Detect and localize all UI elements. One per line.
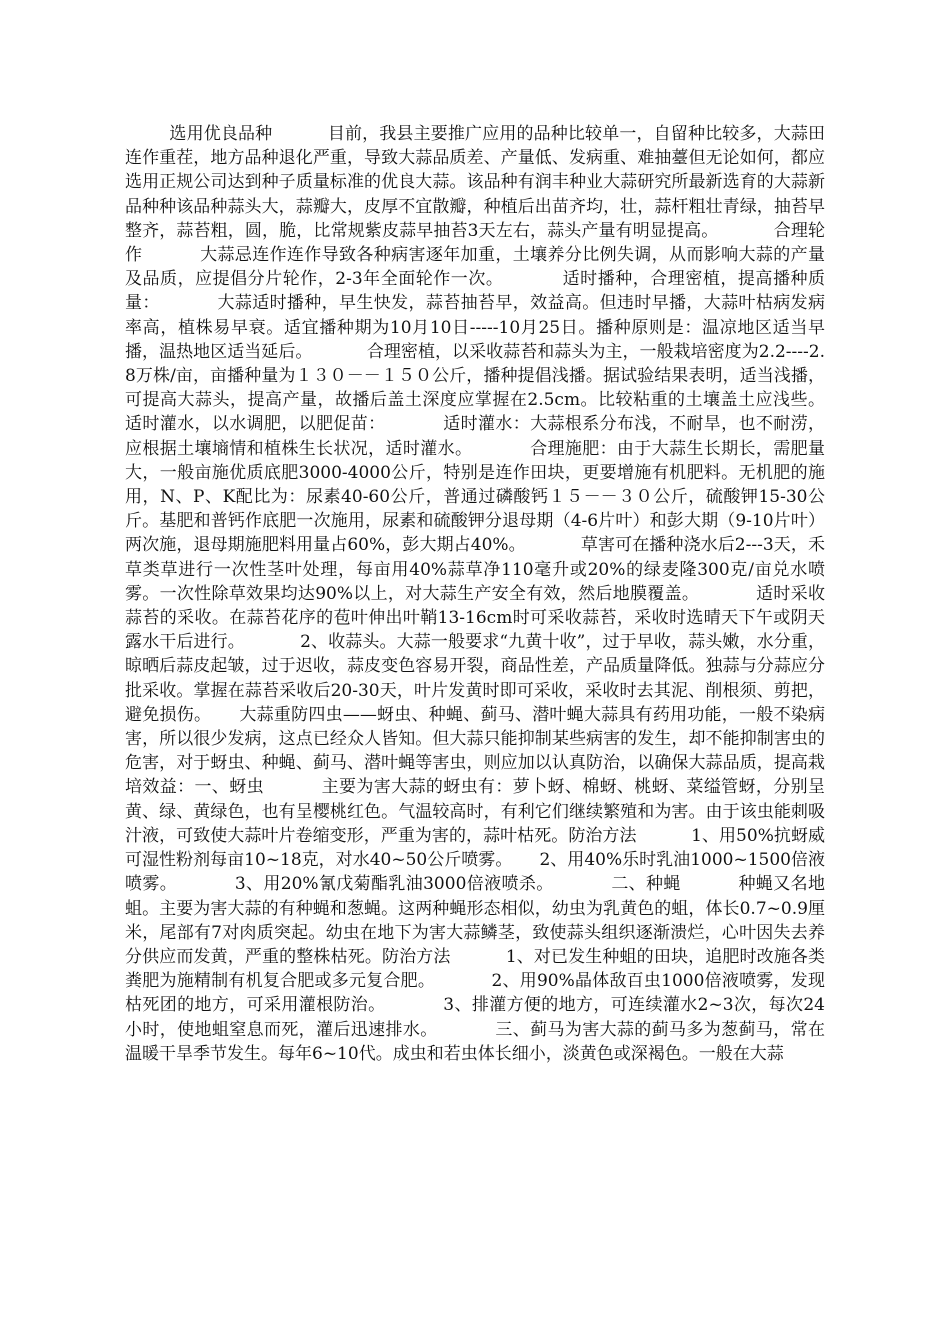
- document-body: 选用优良品种 目前，我县主要推广应用的品种比较单一，自留种比较多，大蒜田连作重茬，地方品种退化严重，导致大蒜品质差、产量低、发病重、难抽薹但无论如何，都应选用正规公司达到种子质量标准的优良大蒜。该品种有润丰种业大蒜研究所最新选育的大蒜新品种种该品种蒜头大，蒜瓣大，皮厚不宜散瓣，种植后出苗齐均，壮，蒜杆粗壮青绿，抽苔早整齐，蒜苔粗，圆，脆，比常规紫皮蒜早抽苔3天左右，蒜头产量有明显提高。 合理轮作 大蒜忌连作连作导致各种病害逐年加重，土壤养分比例失调，从而影响大蒜的产量及品质，应提倡分片轮作，2-3年全面轮作一次。 适时播种，合理密植，提高播种质量： 大蒜适时播种，早生快发，蒜苔抽苔早，效益高。但违时早播，大蒜叶枯病发病率高，植株易早衰。适宜播种期为10月10日-----10月25日。播种原则是：温凉地区适当早播，温热地区适当延后。 合理密植，以采收蒜苔和蒜头为主，一般栽培密度为2.2----2.8万株/亩，亩播种量为１３０－－１５０公斤，播种提倡浅播。据试验结果表明，适当浅播，可提高大蒜头，提高产量，故播后盖土深度应掌握在2.5cm。比较粘重的土壤盖土应浅些。 适时灌水，以水调肥，以肥促苗： 适时灌水：大蒜根系分布浅，不耐旱，也不耐涝，应根据土壤墒情和植株生长状况，适时灌水。 合理施肥：由于大蒜生长期长，需肥量大，一般亩施优质底肥3000-4000公斤，特别是连作田块，更要增施有机肥料。无机肥的施用，N、P、K配比为：尿素40-60公斤，普通过磷酸钙１５－－３０公斤，硫酸钾15-30公斤。基肥和普钙作底肥一次施用，尿素和硫酸钾分退母期（4-6片叶）和彭大期（9-10片叶）两次施，退母期施肥料用量占60%，彭大期占40%。 草害可在播种浇水后2---3天，禾草类草进行一次性茎叶处理，每亩用40%蒜草净110毫升或20%的绿麦隆300克/亩兑水喷雾。一次性除草效果均达90%以上，对大蒜生产安全有效，然后地膜覆盖。 适时采收 蒜苔的采收。在蒜苔花序的苞叶伸出叶鞘13-16cm时可采收蒜苔，采收时选晴天下午或阴天露水干后进行。 2、收蒜头。大蒜一般要求“九黄十收”，过于早收，蒜头嫩，水分重，晾晒后蒜皮起皱，过于迟收，蒜皮变色容易开裂，商品性差，产品质量降低。独蒜与分蒜应分批采收。掌握在蒜苔采收后20-30天，叶片发黄时即可采收，采收时去其泥、削根须、剪把，避免损伤。 大蒜重防四虫——蚜虫、种蝇、蓟马、潜叶蝇大蒜具有药用功能，一般不染病害，所以很少发病，这点已经众人皆知。但大蒜只能抑制某些病害的发生，却不能抑制害虫的危害，对于蚜虫、种蝇、蓟马、潜叶蝇等害虫，则应加以认真防治，以确保大蒜品质，提高栽培效益：一、蚜虫 主要为害大蒜的蚜虫有：萝卜蚜、棉蚜、桃蚜、菜缢管蚜，分别呈黄、绿、黄绿色，也有呈樱桃红色。气温较高时，有利它们继续繁殖和为害。由于该虫能刺吸汁液，可致使大蒜叶片卷缩变形，严重为害的，蒜叶枯死。防治方法 1、用50%抗蚜威可湿性粉剂每亩10~18克，对水40~50公斤喷雾。 2、用40%乐时乳油1000~1500倍液喷雾。 3、用20%氰戊菊酯乳油3000倍液喷杀。 二、种蝇 种蝇又名地蛆。主要为害大蒜的有种蝇和葱蝇。这两种蝇形态相似，幼虫为乳黄色的蛆，体长0.7~0.9厘米，尾部有7对肉质突起。幼虫在地下为害大蒜鳞茎，致使蒜头组织逐渐溃烂，心叶因失去养分供应而发黄，严重的整株枯死。防治方法 1、对已发生种蛆的田块，追肥时改施各类粪肥为施精制有机复合肥或多元复合肥。 2、用90%晶体敌百虫1000倍液喷雾，发现枯死团的地方，可采用灌根防治。 3、排灌方便的地方，可连续灌水2~3次，每次24小时，使地蛆窒息而死，灌后迅速排水。 三、蓟马为害大蒜的蓟马多为葱蓟马，常在温暖干旱季节发生。每年6~10代。成虫和若虫体长细小，淡黄色或深褐色。一般在大蒜: [125, 124, 880, 1064]
